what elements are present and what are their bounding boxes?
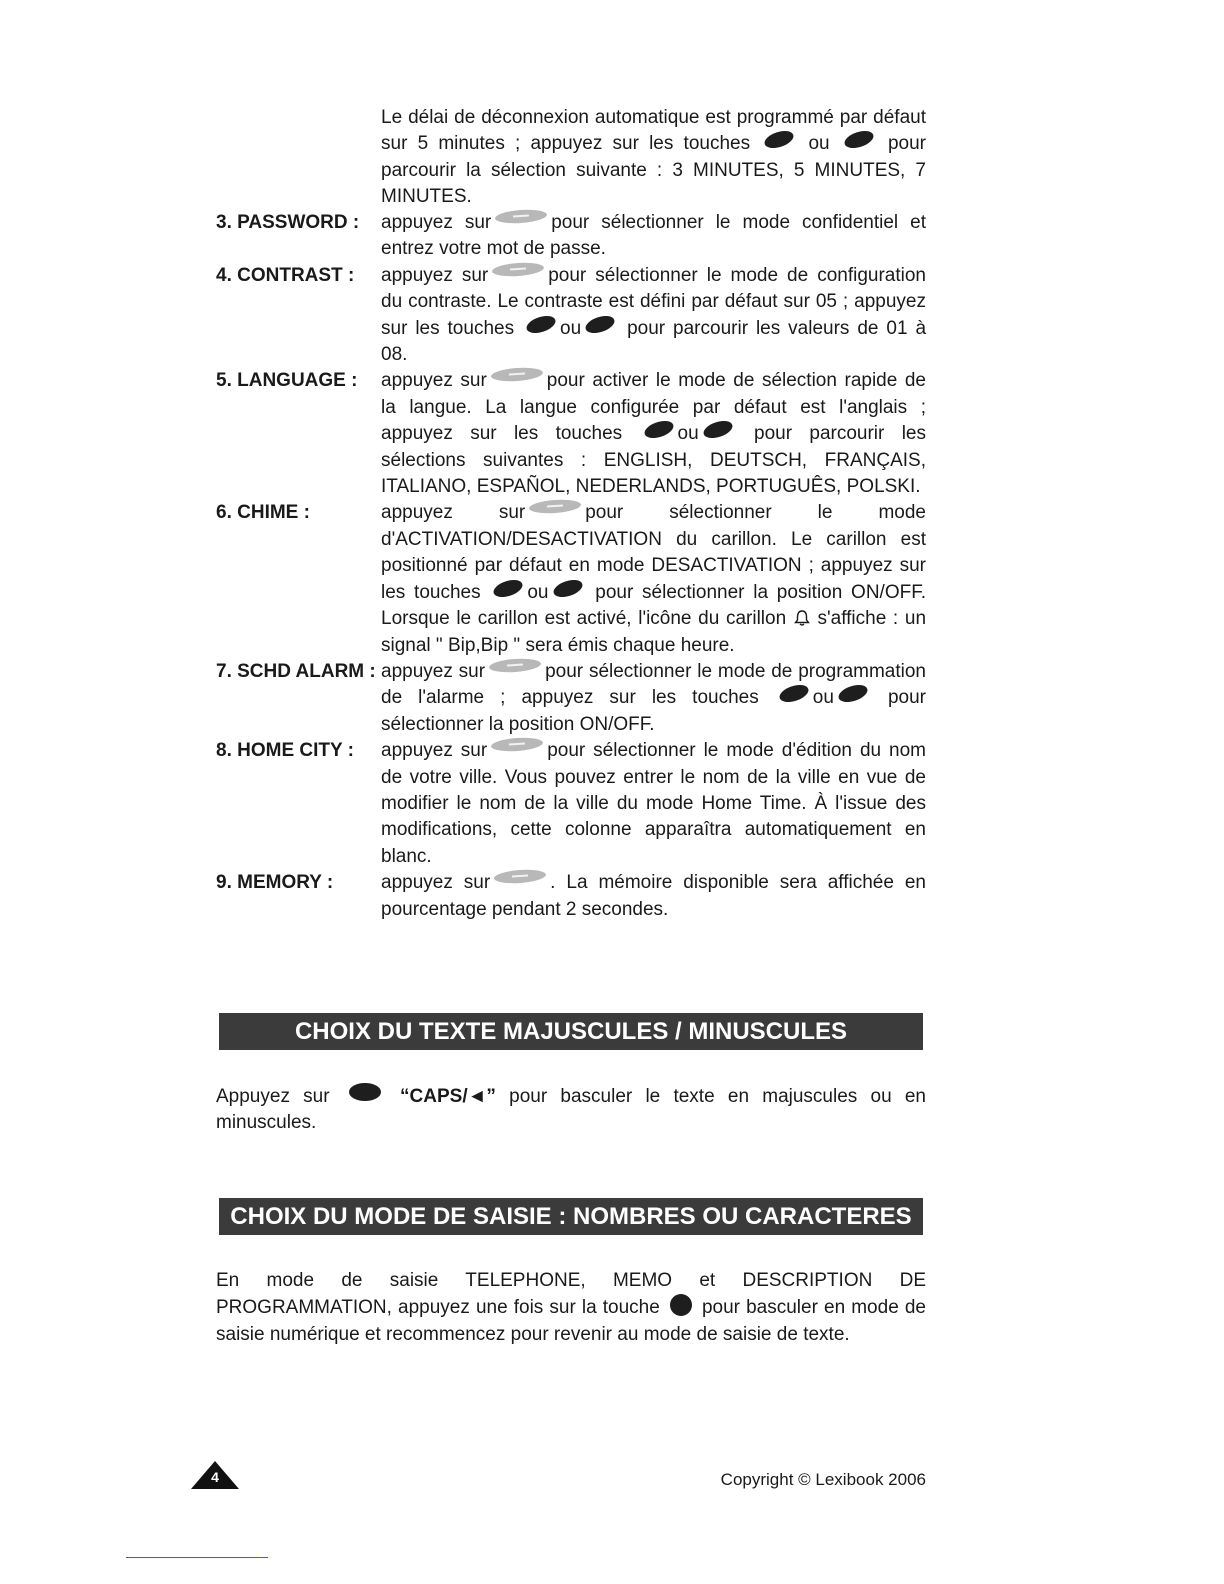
enter-key-icon <box>494 868 547 885</box>
setting-text: pour sélectionner le mode d'ACTIVATION/DESACTIVATION du carillon. Le carillon est positionné par défaut en mode DESACTIVATION ; appuyez sur les touches <box>381 502 926 603</box>
enter-key-icon <box>491 736 544 753</box>
setting-text: s'affiche : un signal " Bip,Bip " sera émis chaque heure. <box>381 608 927 656</box>
num-key-icon <box>670 1294 692 1316</box>
setting-text: pour sélectionner la position ON/OFF. <box>381 687 927 735</box>
setting-text: appuyez sur <box>381 502 526 524</box>
setting-description <box>381 368 926 500</box>
setting-text: pour sélectionner le mode de programmation de l'alarme ; appuyez sur les touches <box>381 660 926 709</box>
caps-key-label: “CAPS/◄” <box>400 1086 496 1107</box>
setting-description <box>381 738 926 870</box>
auto-off-paragraph <box>381 105 926 211</box>
up-key-icon <box>763 128 796 152</box>
setting-text: appuyez sur <box>381 740 488 762</box>
setting-or: ou <box>812 687 834 709</box>
setting-description <box>381 659 926 738</box>
setting-memory <box>216 870 926 923</box>
enter-key-icon <box>529 499 582 516</box>
setting-text: pour parcourir les sélections suivantes : ENGLISH, DEUTSCH, FRANÇAIS, ITALIANO, ESPAÑOL, NEDERLANDS, PORTUGUÊS, POLSKI. <box>381 423 926 498</box>
mode-text-1: En mode de saisie TELEPHONE, MEMO et DESCRIPTION DE PROGRAMMATION, appuyez une fois sur la touche <box>216 1270 926 1319</box>
setting-text: pour activer le mode de sélection rapide de la langue. La langue configurée par défaut est l'anglais ; appuyez sur les touches <box>381 370 926 445</box>
setting-text: appuyez sur <box>381 370 487 392</box>
setting-text: appuyez sur <box>381 212 492 233</box>
setting-label: 8. HOME CITY : <box>216 740 354 762</box>
mode-text-2: pour basculer en mode de saisie numérique et recommencez pour revenir au mode de saisie de texte. <box>216 1297 926 1345</box>
down-key-icon <box>701 418 734 442</box>
setting-contrast <box>216 263 926 369</box>
setting-text: pour sélectionner le mode confidentiel et entrez votre mot de passe. <box>381 212 926 260</box>
page-number: 4 <box>211 1469 219 1485</box>
enter-key-icon <box>495 208 548 225</box>
setting-text: pour parcourir les valeurs de 01 à 08. <box>381 317 927 366</box>
up-key-icon <box>492 576 525 600</box>
settings-list <box>216 210 926 923</box>
up-key-icon <box>524 312 557 336</box>
copyright-text: Copyright © Lexibook 2006 <box>720 1470 926 1489</box>
intro-text-2: pour parcourir la sélection suivante : 3 MINUTES, 5 MINUTES, 7 MINUTES. <box>381 133 927 208</box>
setting-text: pour sélectionner la position ON/OFF. Lorsque le carillon est activé, l'icône du carillon <box>381 581 926 630</box>
enter-key-icon <box>489 657 542 674</box>
caps-paragraph <box>216 1083 926 1137</box>
down-key-icon <box>551 576 584 600</box>
setting-password <box>216 210 926 263</box>
setting-description <box>381 210 926 263</box>
bottom-rule <box>126 1557 268 1558</box>
section-heading-input-mode: CHOIX DU MODE DE SAISIE : NOMBRES OU CARACTERES <box>219 1198 923 1235</box>
setting-or: ou <box>560 317 582 339</box>
down-key-icon <box>836 682 869 706</box>
setting-chime <box>216 500 926 658</box>
setting-text: . La mémoire disponible sera affichée en pourcentage pendant 2 secondes. <box>381 872 926 920</box>
enter-key-icon <box>492 261 545 278</box>
setting-label: 5. LANGUAGE : <box>216 370 358 392</box>
page-number-badge <box>190 1460 240 1490</box>
setting-text: pour sélectionner le mode de configuration du contraste. Le contraste est défini par défaut sur 05 ; appuyez sur les touches <box>381 264 926 339</box>
setting-description <box>381 500 926 658</box>
caps-text-1: Appuyez sur <box>216 1086 330 1107</box>
setting-schd-alarm <box>216 659 926 738</box>
down-key-icon <box>584 312 617 336</box>
enter-key-icon <box>490 367 543 384</box>
shift-key-icon <box>349 1083 381 1101</box>
up-key-icon <box>777 682 810 706</box>
setting-or: ou <box>677 423 699 445</box>
bell-icon <box>793 609 811 627</box>
setting-text: appuyez sur <box>381 264 489 286</box>
setting-description <box>381 870 926 923</box>
up-key-icon <box>642 418 675 442</box>
setting-label: 3. PASSWORD : <box>216 212 360 233</box>
setting-text: appuyez sur <box>381 872 491 894</box>
setting-language <box>216 368 926 500</box>
setting-or: ou <box>527 581 549 603</box>
caps-text-2: pour basculer le texte en majuscules ou en minuscules. <box>216 1086 926 1134</box>
intro-text-1: Le délai de déconnexion automatique est programmé par défaut sur 5 minutes ; appuyez sur les touches <box>381 107 926 155</box>
setting-description <box>381 263 926 369</box>
intro-or: ou <box>808 133 830 155</box>
section-heading-caps: CHOIX DU TEXTE MAJUSCULES / MINUSCULES <box>219 1013 923 1050</box>
input-mode-paragraph <box>216 1268 926 1348</box>
setting-text: appuyez sur <box>381 660 486 682</box>
setting-text: pour sélectionner le mode d'édition du nom de votre ville. Vous pouvez entrer le nom de la ville en vue de modifier le nom de la ville du mode Home Time. À l'issue des modifications, cette colonne apparaîtra automatiquement en blanc. <box>381 740 926 867</box>
setting-home-city <box>216 738 926 870</box>
setting-label: 6. CHIME : <box>216 502 310 524</box>
setting-label: 7. SCHD ALARM : <box>216 660 376 682</box>
setting-label: 9. MEMORY : <box>216 872 334 894</box>
setting-label: 4. CONTRAST : <box>216 264 355 286</box>
down-key-icon <box>842 128 875 152</box>
